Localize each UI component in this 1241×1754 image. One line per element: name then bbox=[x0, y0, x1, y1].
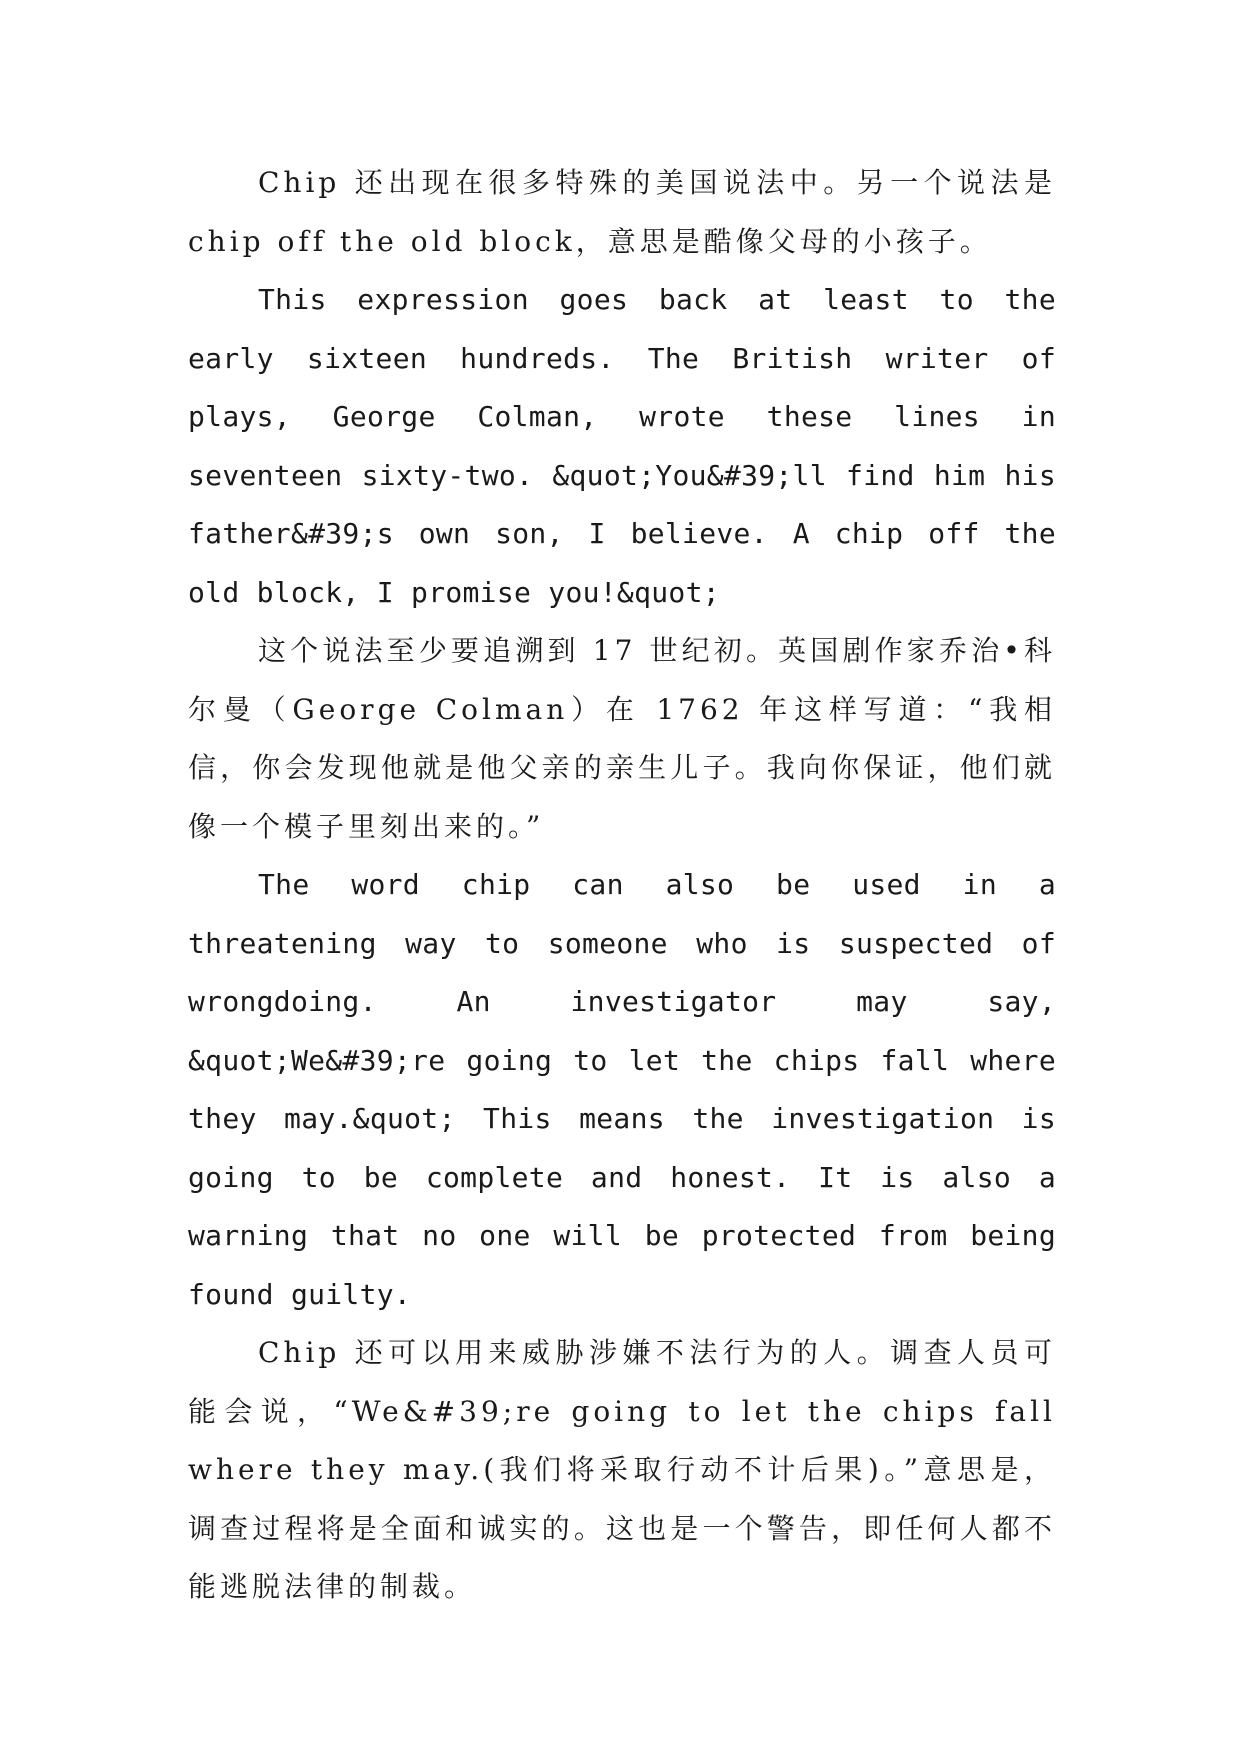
document-body bbox=[188, 154, 1056, 1617]
paragraph-expression-origin-zh: 这个说法至少要追溯到 17 世纪初。英国剧作家乔治•科尔曼（George Colman）在 1762 年这样写道：“我相信，你会发现他就是他父亲的亲生儿子。我向你保证，他们就像一个模子里刻出来的。” bbox=[188, 634, 1056, 843]
paragraph-expression-origin-en: This expression goes back at least to the early sixteen hundreds. The British writer of plays, George Colman, wrote these lines in seventeen sixty-two. &quot;You&#39;ll find him his father&#39;s own son, I believe. A chip off the old block, I promise you!&quot; bbox=[188, 283, 1056, 609]
paragraph-chips-fall-en: The word chip can also be used in a threatening way to someone who is suspected of wrongdoing. An investigator may say, &quot;We&#39;re going to let the chips fall where they may.&quot; This means the investigation is going to be complete and honest. It is also a warning that no one will be protected from being found guilty. bbox=[188, 868, 1056, 1311]
paragraph-chips-fall-zh: Chip 还可以用来威胁涉嫌不法行为的人。调查人员可能会说，“We&#39;re going to let the chips fall where they may.(我们将采取行动不计后果)。”意思是，调查过程将是全面和诚实的。这也是一个警告，即任何人都不能逃脱法律的制裁。 bbox=[188, 1336, 1056, 1603]
paragraph-chip-phrases-zh: Chip 还出现在很多特殊的美国说法中。另一个说法是 chip off the old block，意思是酷像父母的小孩子。 bbox=[188, 166, 1056, 258]
